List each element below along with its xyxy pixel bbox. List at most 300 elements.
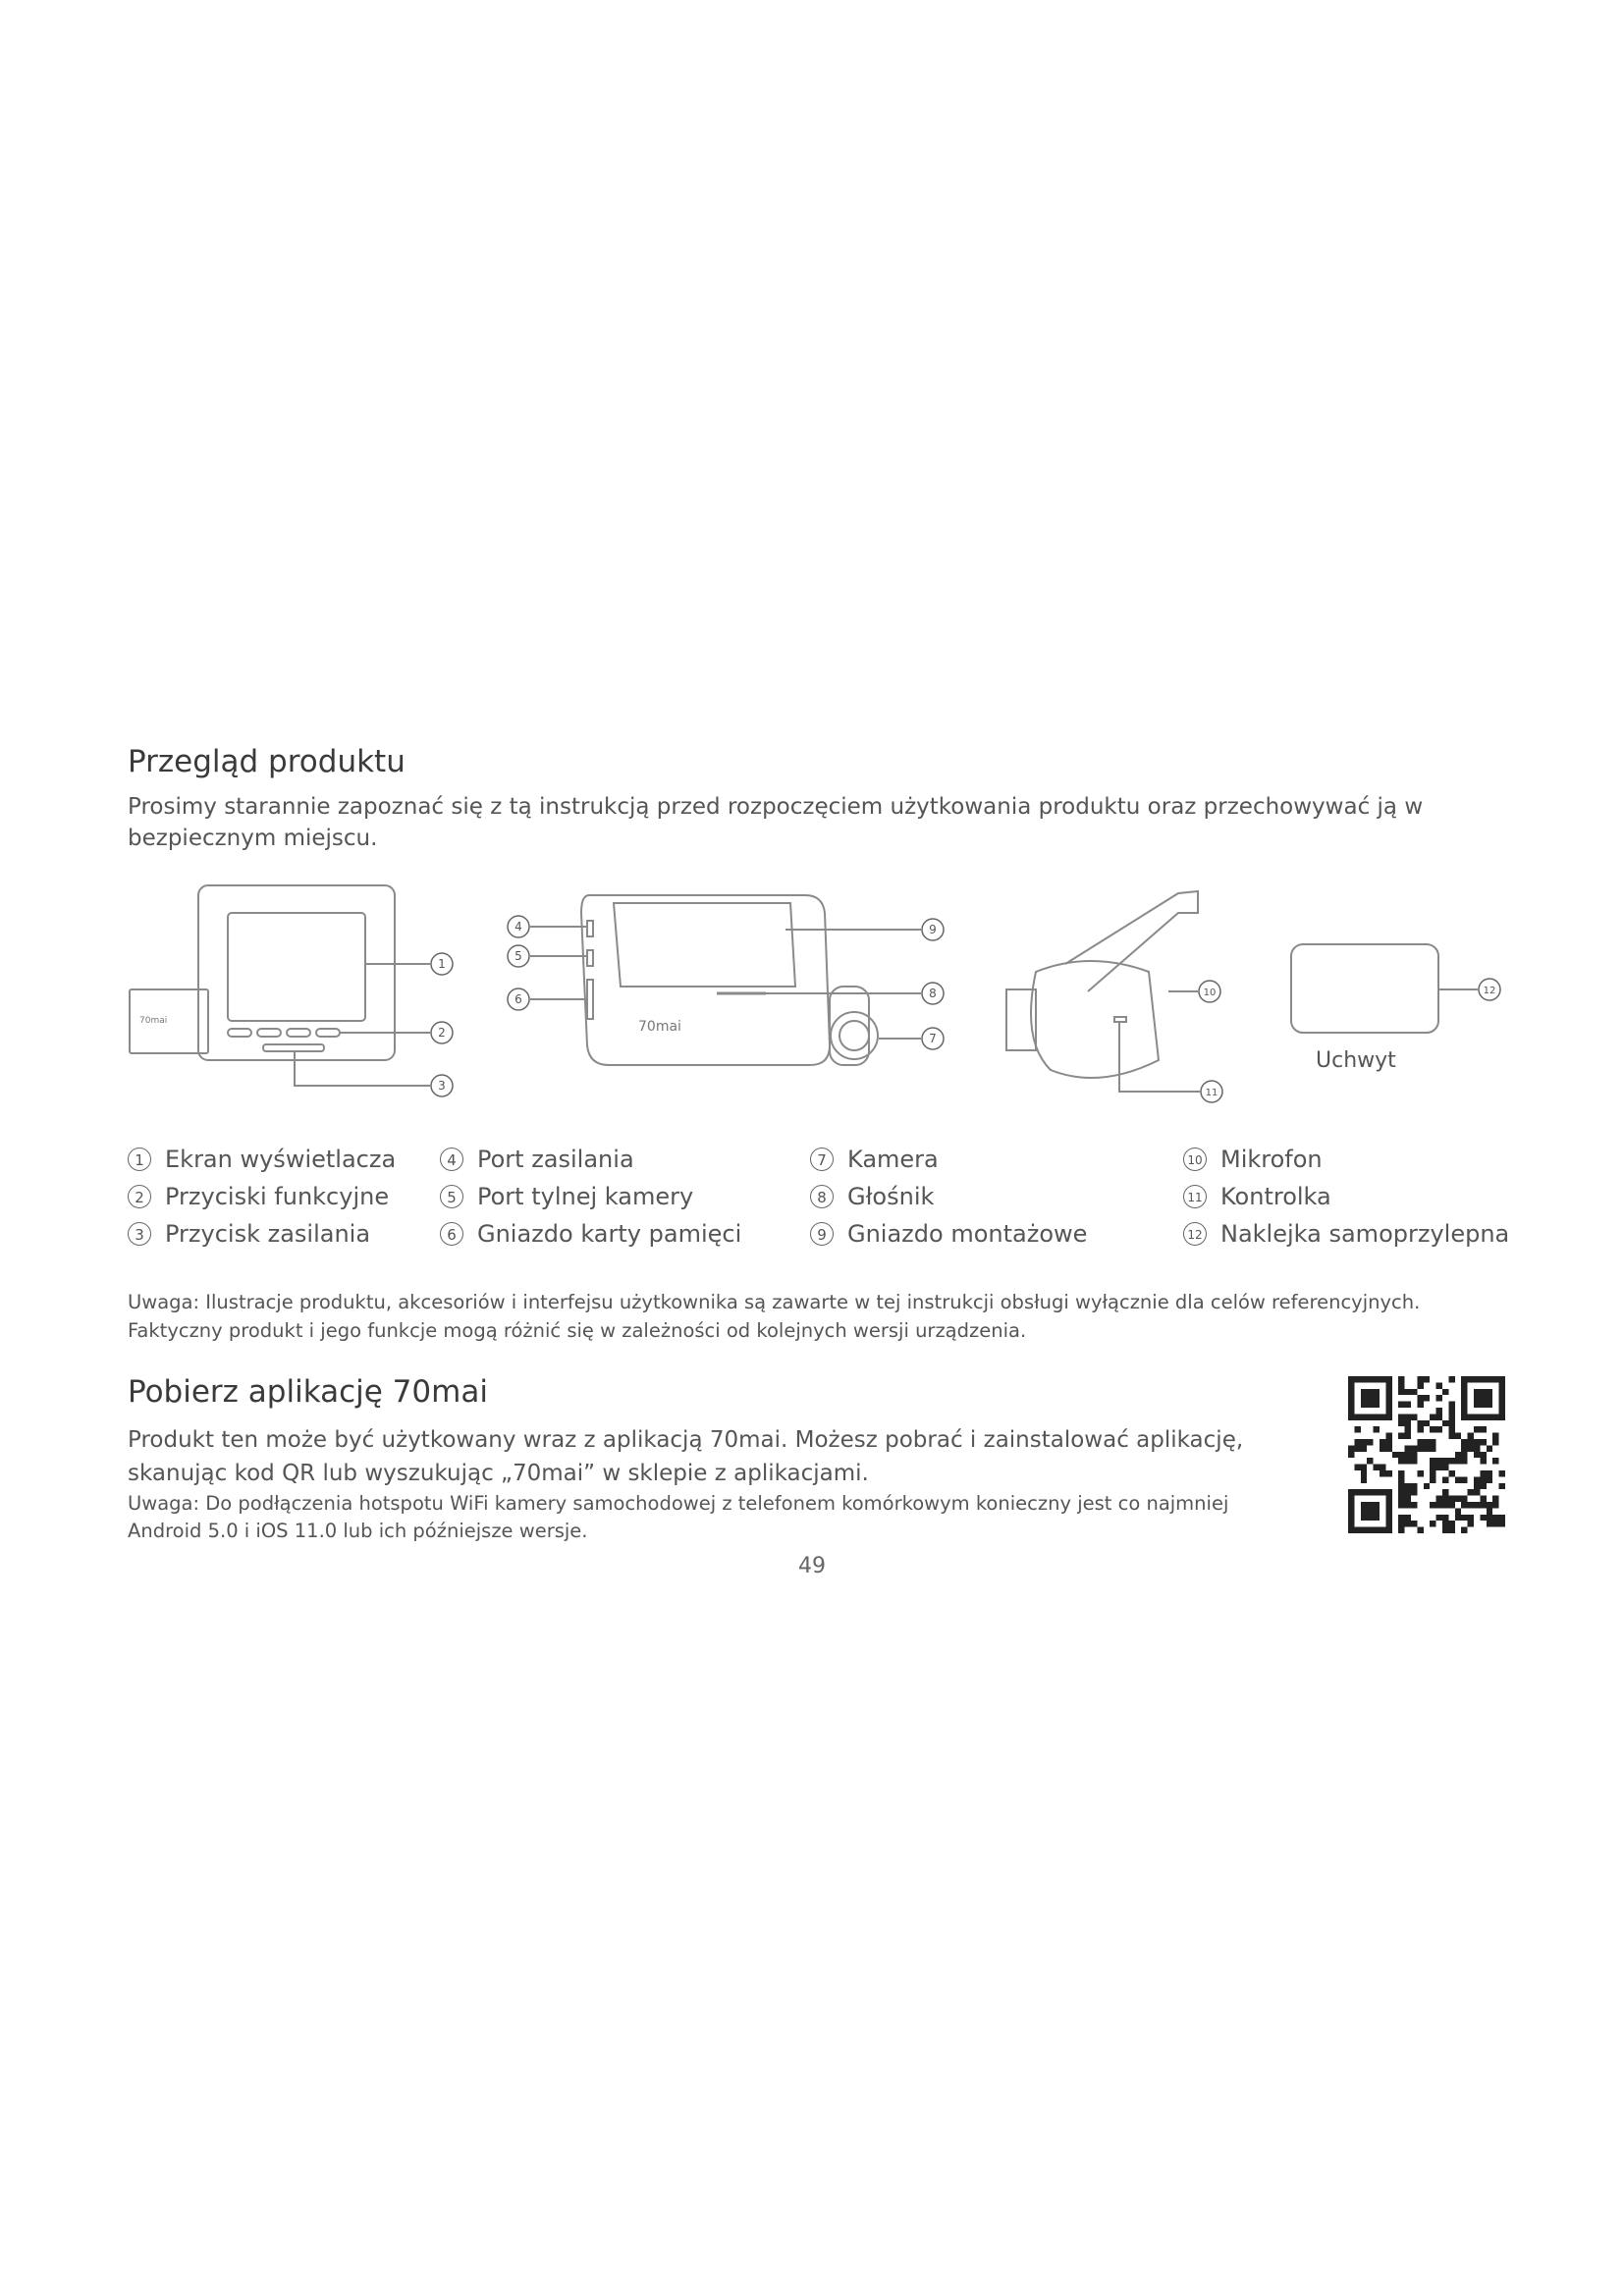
qr-module <box>1474 1402 1480 1408</box>
qr-module <box>1448 1458 1454 1464</box>
qr-module <box>1385 1527 1391 1533</box>
adhesive-sticker <box>1291 944 1438 1033</box>
power-port <box>587 921 593 936</box>
qr-module <box>1417 1376 1423 1382</box>
qr-module <box>1361 1527 1367 1533</box>
qr-module <box>1492 1433 1498 1439</box>
legend-number: 2 <box>128 1185 151 1208</box>
app-note-line: Android 5.0 i iOS 11.0 lub ich późniejsze wersje. <box>128 1520 588 1542</box>
qr-module <box>1361 1445 1367 1451</box>
qr-module <box>1487 1502 1492 1508</box>
qr-module <box>1480 1476 1486 1482</box>
qr-module <box>1468 1502 1474 1508</box>
qr-module <box>1405 1414 1411 1419</box>
function-button <box>228 1029 251 1037</box>
qr-module <box>1492 1439 1498 1445</box>
callout-line <box>1119 1021 1200 1092</box>
qr-module <box>1398 1389 1404 1395</box>
qr-module <box>1354 1439 1360 1445</box>
qr-module <box>1398 1496 1404 1502</box>
qr-module <box>1405 1420 1411 1426</box>
qr-module <box>1361 1489 1367 1495</box>
overview-intro-line: Prosimy starannie zapoznać się z tą instrukcją przed rozpoczęciem użytkowania produktu oraz przechowywać ją w <box>128 794 1424 820</box>
qr-module <box>1430 1470 1435 1476</box>
qr-module <box>1492 1496 1498 1502</box>
qr-module <box>1411 1483 1417 1489</box>
qr-module <box>1380 1489 1385 1495</box>
qr-module <box>1474 1439 1480 1445</box>
qr-module <box>1461 1395 1467 1401</box>
qr-module <box>1348 1389 1354 1395</box>
qr-module <box>1385 1515 1391 1521</box>
qr-module <box>1380 1465 1385 1470</box>
qr-module <box>1499 1376 1505 1382</box>
qr-module <box>1354 1465 1360 1470</box>
qr-module <box>1385 1389 1391 1395</box>
qr-module <box>1398 1527 1404 1533</box>
qr-module <box>1385 1414 1391 1419</box>
qr-module <box>1385 1521 1391 1526</box>
qr-module <box>1487 1515 1492 1521</box>
legend-label: Gniazdo karty pamięci <box>477 1220 742 1248</box>
legend-column-2 <box>440 1141 741 1253</box>
qr-module <box>1385 1382 1391 1388</box>
qr-module <box>1405 1445 1411 1451</box>
qr-module <box>1468 1489 1474 1495</box>
qr-module <box>1398 1521 1404 1526</box>
qr-module <box>1374 1527 1380 1533</box>
legend-number: 5 <box>440 1185 463 1208</box>
qr-module <box>1424 1439 1430 1445</box>
qr-module <box>1405 1389 1411 1395</box>
overview-note <box>128 1288 1522 1345</box>
qr-module <box>1374 1465 1380 1470</box>
qr-module <box>1367 1489 1373 1495</box>
qr-module <box>1455 1433 1461 1439</box>
qr-module <box>1354 1414 1360 1419</box>
qr-module <box>1455 1458 1461 1464</box>
callout-line <box>295 1051 430 1086</box>
qr-module <box>1442 1458 1448 1464</box>
power-button <box>263 1044 324 1051</box>
qr-module <box>1424 1376 1430 1382</box>
legend-number: 1 <box>128 1148 151 1171</box>
qr-module <box>1430 1445 1435 1451</box>
qr-module <box>1480 1502 1486 1508</box>
qr-module <box>1361 1465 1367 1470</box>
qr-module <box>1380 1376 1385 1382</box>
qr-module <box>1448 1521 1454 1526</box>
callout-number: 5 <box>514 949 522 963</box>
qr-module <box>1361 1508 1367 1514</box>
qr-module <box>1348 1489 1354 1495</box>
qr-module <box>1348 1445 1354 1451</box>
qr-module <box>1461 1382 1467 1388</box>
qr-module <box>1492 1502 1498 1508</box>
qr-module <box>1361 1376 1367 1382</box>
qr-module <box>1348 1508 1354 1514</box>
legend-number: 4 <box>440 1148 463 1171</box>
qr-module <box>1461 1476 1467 1482</box>
qr-module <box>1487 1476 1492 1482</box>
callout-number: 1 <box>438 957 446 971</box>
qr-module <box>1374 1389 1380 1395</box>
qr-module <box>1442 1502 1448 1508</box>
qr-module <box>1398 1402 1404 1408</box>
qr-module <box>1374 1395 1380 1401</box>
qr-module <box>1468 1515 1474 1521</box>
legend-column-1 <box>128 1141 396 1253</box>
qr-module <box>1480 1389 1486 1395</box>
qr-module <box>1374 1515 1380 1521</box>
qr-module <box>1442 1389 1448 1395</box>
qr-module <box>1448 1414 1454 1419</box>
qr-module <box>1398 1376 1404 1382</box>
qr-module <box>1424 1395 1430 1401</box>
qr-module <box>1348 1527 1354 1533</box>
qr-module <box>1430 1439 1435 1445</box>
callout-number: 11 <box>1205 1088 1218 1098</box>
qr-module <box>1374 1414 1380 1419</box>
qr-module <box>1405 1521 1411 1526</box>
qr-module <box>1348 1502 1354 1508</box>
legend-label: Port zasilania <box>477 1146 634 1173</box>
qr-module <box>1398 1458 1404 1464</box>
qr-module <box>1430 1476 1435 1482</box>
legend-item <box>1183 1178 1509 1215</box>
qr-module <box>1367 1502 1373 1508</box>
qr-module <box>1380 1439 1385 1445</box>
qr-module <box>1424 1445 1430 1451</box>
qr-module <box>1480 1496 1486 1502</box>
qr-module <box>1442 1465 1448 1470</box>
camera-lens-inner <box>839 1021 869 1050</box>
qr-module <box>1367 1376 1373 1382</box>
qr-module <box>1487 1508 1492 1514</box>
app-text <box>128 1423 1306 1490</box>
qr-module <box>1474 1445 1480 1451</box>
qr-module <box>1448 1420 1454 1426</box>
legend-label: Głośnik <box>847 1183 935 1210</box>
qr-module <box>1448 1376 1454 1382</box>
qr-module <box>1417 1439 1423 1445</box>
overview-note-line: Uwaga: Ilustracje produktu, akcesoriów i interfejsu użytkownika są zawarte w tej instrukcji obsługi wyłącznie dla celów referencyjnych. <box>128 1291 1421 1313</box>
qr-module <box>1385 1433 1391 1439</box>
qr-module <box>1442 1527 1448 1533</box>
qr-module <box>1474 1426 1480 1432</box>
callout-number: 3 <box>438 1079 446 1093</box>
qr-module <box>1398 1515 1404 1521</box>
qr-module <box>1361 1402 1367 1408</box>
qr-module <box>1436 1465 1442 1470</box>
qr-module <box>1361 1476 1367 1482</box>
qr-module <box>1374 1502 1380 1508</box>
qr-module <box>1374 1426 1380 1432</box>
qr-module <box>1430 1426 1435 1432</box>
qr-module <box>1448 1502 1454 1508</box>
qr-module <box>1499 1470 1505 1476</box>
qr-module <box>1385 1376 1391 1382</box>
qr-module <box>1411 1414 1417 1419</box>
qr-module <box>1461 1452 1467 1458</box>
page-number: 49 <box>798 1554 826 1578</box>
qr-module <box>1417 1395 1423 1401</box>
qr-code-icon[interactable] <box>1348 1376 1505 1533</box>
qr-module <box>1442 1521 1448 1526</box>
holder-sticker <box>1291 944 1478 1033</box>
qr-module <box>1392 1452 1398 1458</box>
qr-module <box>1417 1420 1423 1426</box>
callout-number: 4 <box>514 920 522 934</box>
qr-module <box>1480 1470 1486 1476</box>
qr-module <box>1348 1496 1354 1502</box>
legend-item <box>810 1141 1087 1178</box>
legend-number: 7 <box>810 1148 834 1171</box>
qr-module <box>1405 1402 1411 1408</box>
qr-module <box>1398 1414 1404 1419</box>
qr-module <box>1499 1521 1505 1526</box>
qr-module <box>1499 1389 1505 1395</box>
legend-label: Kontrolka <box>1220 1183 1331 1210</box>
device-logo: 70mai <box>638 1019 681 1035</box>
qr-module <box>1436 1395 1442 1401</box>
qr-module <box>1436 1458 1442 1464</box>
qr-module <box>1367 1402 1373 1408</box>
legend-item <box>128 1215 396 1253</box>
qr-module <box>1385 1508 1391 1514</box>
qr-module <box>1411 1389 1417 1395</box>
qr-module <box>1430 1521 1435 1526</box>
qr-module <box>1480 1439 1486 1445</box>
qr-module <box>1474 1376 1480 1382</box>
qr-module <box>1480 1458 1486 1464</box>
qr-module <box>1487 1414 1492 1419</box>
legend-number: 10 <box>1183 1148 1207 1171</box>
function-button <box>316 1029 340 1037</box>
legend-number: 8 <box>810 1185 834 1208</box>
qr-module <box>1480 1395 1486 1401</box>
callout-number: 12 <box>1483 986 1496 996</box>
qr-module <box>1405 1489 1411 1495</box>
qr-module <box>1436 1515 1442 1521</box>
app-note <box>128 1490 1345 1545</box>
legend-number: 12 <box>1183 1222 1207 1246</box>
qr-module <box>1430 1465 1435 1470</box>
qr-module <box>1442 1496 1448 1502</box>
qr-module <box>1499 1483 1505 1489</box>
legend-label: Kamera <box>847 1146 939 1173</box>
qr-module <box>1468 1433 1474 1439</box>
qr-module <box>1354 1527 1360 1533</box>
qr-module <box>1385 1402 1391 1408</box>
legend-label: Przyciski funkcyjne <box>165 1183 390 1210</box>
legend-label: Gniazdo montażowe <box>847 1220 1088 1248</box>
qr-module <box>1367 1508 1373 1514</box>
legend-label: Naklejka samoprzylepna <box>1220 1220 1510 1248</box>
qr-module <box>1474 1414 1480 1419</box>
qr-module <box>1361 1515 1367 1521</box>
legend-label: Ekran wyświetlacza <box>165 1146 397 1173</box>
qr-module <box>1380 1445 1385 1451</box>
qr-module <box>1474 1395 1480 1401</box>
qr-module <box>1411 1489 1417 1495</box>
qr-module <box>1480 1515 1486 1521</box>
lens-housing <box>830 987 869 1065</box>
qr-module <box>1461 1414 1467 1419</box>
qr-module <box>1461 1496 1467 1502</box>
qr-module <box>1461 1445 1467 1451</box>
qr-module <box>1492 1376 1498 1382</box>
qr-module <box>1442 1476 1448 1482</box>
qr-module <box>1405 1433 1411 1439</box>
legend-item <box>810 1215 1087 1253</box>
display-screen <box>228 913 365 1021</box>
qr-module <box>1385 1489 1391 1495</box>
legend-number: 3 <box>128 1222 151 1246</box>
qr-module <box>1492 1521 1498 1526</box>
qr-module <box>1398 1470 1404 1476</box>
qr-module <box>1417 1382 1423 1388</box>
qr-module <box>1417 1527 1423 1533</box>
qr-module <box>1398 1433 1404 1439</box>
qr-module <box>1448 1527 1454 1533</box>
qr-module <box>1461 1376 1467 1382</box>
qr-module <box>1398 1483 1404 1489</box>
qr-module <box>1461 1515 1467 1521</box>
qr-module <box>1474 1483 1480 1489</box>
qr-module <box>1461 1402 1467 1408</box>
qr-module <box>1487 1395 1492 1401</box>
qr-module <box>1448 1470 1454 1476</box>
qr-module <box>1430 1414 1435 1419</box>
qr-module <box>1398 1452 1404 1458</box>
rear-camera-port <box>587 950 593 966</box>
callout-number: 10 <box>1203 988 1217 998</box>
qr-module <box>1374 1489 1380 1495</box>
qr-module <box>1367 1439 1373 1445</box>
qr-module <box>1487 1402 1492 1408</box>
callout-number: 6 <box>514 992 522 1006</box>
qr-module <box>1417 1426 1423 1432</box>
qr-module <box>1430 1502 1435 1508</box>
qr-module <box>1385 1408 1391 1414</box>
qr-module <box>1499 1414 1505 1419</box>
legend-item <box>1183 1141 1509 1178</box>
qr-module <box>1405 1483 1411 1489</box>
qr-module <box>1367 1414 1373 1419</box>
qr-module <box>1487 1389 1492 1395</box>
qr-module <box>1385 1496 1391 1502</box>
qr-module <box>1492 1414 1498 1419</box>
mount-bracket <box>1065 891 1198 991</box>
qr-module <box>1436 1382 1442 1388</box>
qr-module <box>1411 1521 1417 1526</box>
qr-module <box>1436 1502 1442 1508</box>
qr-module <box>1367 1527 1373 1533</box>
qr-module <box>1461 1408 1467 1414</box>
qr-module <box>1361 1414 1367 1419</box>
qr-module <box>1455 1452 1461 1458</box>
memory-card-slot <box>587 980 593 1019</box>
qr-module <box>1361 1439 1367 1445</box>
qr-module <box>1474 1476 1480 1482</box>
legend-item <box>1183 1215 1509 1253</box>
overview-note-line: Faktyczny produkt i jego funkcje mogą różnić się w zależności od kolejnych wersji urządzenia. <box>128 1319 1027 1342</box>
qr-module <box>1499 1382 1505 1388</box>
qr-module <box>1461 1458 1467 1464</box>
qr-module <box>1367 1458 1373 1464</box>
qr-module <box>1492 1515 1498 1521</box>
qr-module <box>1448 1433 1454 1439</box>
app-title: Pobierz aplikację 70mai <box>128 1374 488 1410</box>
qr-module <box>1461 1527 1467 1533</box>
qr-module <box>1455 1508 1461 1514</box>
qr-module <box>1374 1376 1380 1382</box>
qr-module <box>1499 1402 1505 1408</box>
qr-module <box>1417 1445 1423 1451</box>
qr-module <box>1499 1395 1505 1401</box>
legend-item <box>810 1178 1087 1215</box>
qr-module <box>1468 1414 1474 1419</box>
qr-module <box>1424 1483 1430 1489</box>
legend-column-3 <box>810 1141 1087 1253</box>
qr-module <box>1385 1445 1391 1451</box>
qr-module <box>1448 1496 1454 1502</box>
overview-intro <box>128 791 1502 854</box>
legend-item <box>128 1178 396 1215</box>
qr-module <box>1474 1489 1480 1495</box>
qr-module <box>1398 1502 1404 1508</box>
qr-module <box>1436 1408 1442 1414</box>
legend-column-4 <box>1183 1141 1509 1253</box>
qr-module <box>1417 1402 1423 1408</box>
qr-module <box>1380 1527 1385 1533</box>
qr-module <box>1487 1376 1492 1382</box>
qr-module <box>1405 1502 1411 1508</box>
qr-module <box>1398 1476 1404 1482</box>
qr-module <box>1398 1420 1404 1426</box>
qr-module <box>1405 1452 1411 1458</box>
qr-module <box>1367 1395 1373 1401</box>
callout-number: 9 <box>929 923 937 936</box>
qr-module <box>1348 1521 1354 1526</box>
overview-title: Przegląd produktu <box>128 744 406 779</box>
legend-item <box>440 1215 741 1253</box>
legend-number: 9 <box>810 1222 834 1246</box>
qr-module <box>1468 1439 1474 1445</box>
qr-module <box>1354 1489 1360 1495</box>
qr-module <box>1385 1502 1391 1508</box>
legend-number: 11 <box>1183 1185 1207 1208</box>
qr-module <box>1348 1408 1354 1414</box>
qr-module <box>1455 1515 1461 1521</box>
qr-module <box>1385 1395 1391 1401</box>
qr-module <box>1374 1508 1380 1514</box>
camera-side-view <box>530 895 921 1065</box>
qr-module <box>1492 1458 1498 1464</box>
qr-module <box>1417 1470 1423 1476</box>
qr-module <box>1405 1515 1411 1521</box>
qr-module <box>1354 1426 1360 1432</box>
qr-module <box>1442 1420 1448 1426</box>
qr-module <box>1380 1414 1385 1419</box>
qr-module <box>1348 1452 1354 1458</box>
qr-module <box>1405 1496 1411 1502</box>
qr-module <box>1448 1402 1454 1408</box>
qr-module <box>1411 1458 1417 1464</box>
camera-top-panel <box>614 903 795 987</box>
qr-module <box>1468 1376 1474 1382</box>
